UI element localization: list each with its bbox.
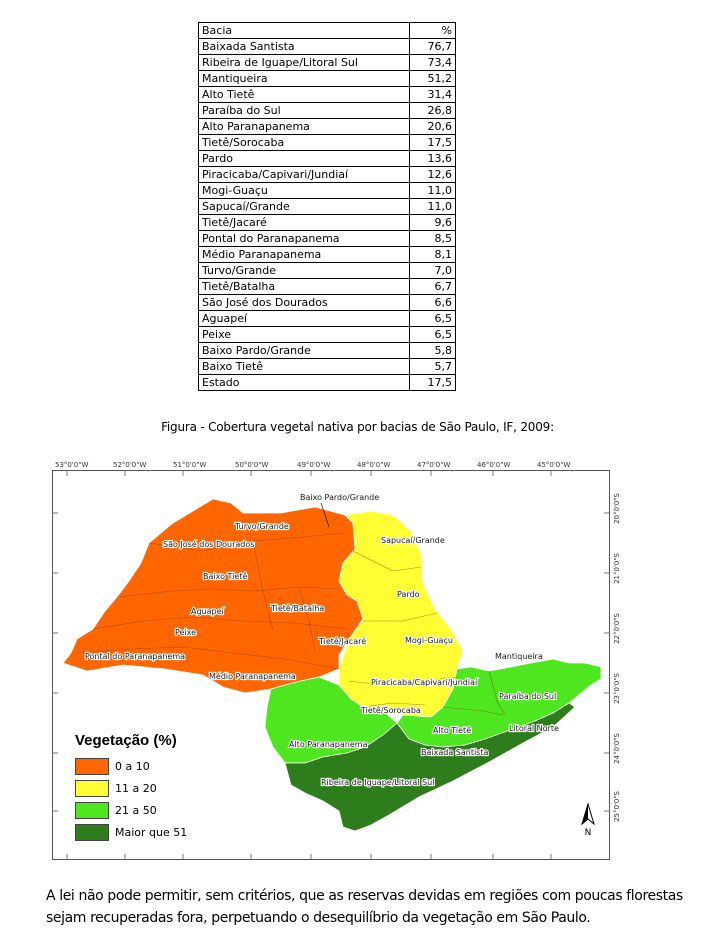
lon-label-45w: 45°0'0"W [537,461,571,469]
basin-percent: 11,0 [410,183,456,199]
table-row [199,327,456,343]
table-row [199,183,456,199]
basin-percent: 51,2 [410,71,456,87]
lon-label-52w: 52°0'0"W [113,461,147,469]
label-alto-paranapanema: Alto Paranapanema [289,740,368,749]
label-turvo-grande: Turvo/Grande [235,522,289,531]
lon-label-51w: 51°0'0"W [173,461,207,469]
table-header-row [199,23,456,39]
label-mogi-guacu: Mogi-Guaçu [405,636,453,645]
label-pardo: Pardo [397,590,420,599]
legend-item [75,777,205,799]
label-tiete-batalha: Tietê/Batalha [271,604,325,613]
legend-item [75,821,205,843]
lat-label-20s: 20°0'0"S [613,493,621,524]
basin-name: Aguapeí [199,311,410,327]
basin-percent: 6,7 [410,279,456,295]
north-label: N [584,828,592,836]
lon-label-46w: 46°0'0"W [477,461,511,469]
table-row [199,55,456,71]
label-alto-tiete: Alto Tietê [433,726,472,735]
basin-percent: 31,4 [410,87,456,103]
basin-percent: 76,7 [410,39,456,55]
basin-percent: 20,6 [410,119,456,135]
label-medio-paranapanema: Médio Paranapanema [209,672,296,681]
label-peixe: Peixe [175,628,197,637]
basin-percent: 6,5 [410,327,456,343]
label-tiete-sorocaba: Tietê/Sorocaba [361,706,421,715]
basin-name: Ribeira de Iguape/Litoral Sul [199,55,410,71]
lat-label-22s: 22°0'0"S [613,613,621,644]
label-mantiqueira: Mantiqueira [495,652,543,661]
basin-table-body [199,23,456,391]
basin-name: Tietê/Jacaré [199,215,410,231]
lon-label-50w: 50°0'0"W [235,461,269,469]
basin-percent: 73,4 [410,55,456,71]
table-row [199,167,456,183]
basin-name: Tietê/Sorocaba [199,135,410,151]
map-legend [75,732,205,843]
lat-label-21s: 21°0'0"S [613,553,621,584]
label-piracicaba: Piracicaba/Capivari/Jundiaí [371,678,478,687]
basin-percent: 9,6 [410,215,456,231]
table-row [199,199,456,215]
basin-percent: 7,0 [410,263,456,279]
table-row [199,359,456,375]
basin-percent: 6,6 [410,295,456,311]
table-row [199,279,456,295]
table-row [199,87,456,103]
label-pontal: Pontal do Paranapanema [85,652,186,661]
basin-percent: 6,5 [410,311,456,327]
basin-name: Baixada Santista [199,39,410,55]
basin-percent: 17,5 [410,135,456,151]
legend-swatch [75,824,109,841]
basin-name: São José dos Dourados [199,295,410,311]
label-sapucai-grande: Sapucaí/Grande [381,536,445,545]
table-row [199,343,456,359]
basin-name: Pontal do Paranapanema [199,231,410,247]
basin-name: Mogi-Guaçu [199,183,410,199]
basin-name: Baixo Tietê [199,359,410,375]
table-row [199,215,456,231]
basin-percent: 5,8 [410,343,456,359]
basin-percent: 26,8 [410,103,456,119]
north-arrow-icon [578,802,598,836]
table-row [199,247,456,263]
header-basin: Bacia [199,23,410,39]
legend-item [75,799,205,821]
basin-name: Piracicaba/Capivari/Jundiaí [199,167,410,183]
basin-name: Mantiqueira [199,71,410,87]
label-baixo-tiete: Baixo Tietê [203,572,248,581]
basin-name: Baixo Pardo/Grande [199,343,410,359]
legend-label: 0 a 10 [115,759,150,773]
legend-label: Maior que 51 [115,825,188,839]
basin-name: Peixe [199,327,410,343]
basin-name: Turvo/Grande [199,263,410,279]
lat-label-24s: 24°0'0"S [613,733,621,764]
basin-percent: 5,7 [410,359,456,375]
lon-label-49w: 49°0'0"W [297,461,331,469]
basin-name: Paraíba do Sul [199,103,410,119]
lon-label-48w: 48°0'0"W [357,461,391,469]
label-aguapei: Aguapeí [191,607,224,616]
table-row [199,375,456,391]
basin-name: Estado [199,375,410,391]
basin-name: Pardo [199,151,410,167]
table-row [199,103,456,119]
basin-percent: 8,5 [410,231,456,247]
basin-percent: 11,0 [410,199,456,215]
header-percent: % [410,23,456,39]
table-row [199,119,456,135]
legend-title: Vegetação (%) [75,732,177,749]
basin-percent: 13,6 [410,151,456,167]
lon-label-53w: 53°0'0"W [55,461,89,469]
basin-name: Sapucaí/Grande [199,199,410,215]
table-row [199,311,456,327]
basin-name: Tietê/Batalha [199,279,410,295]
label-litoral-norte: Litoral Norte [509,724,559,733]
label-paraiba-sul: Paraíba do Sul [499,692,557,701]
table-row [199,295,456,311]
table-row [199,135,456,151]
basin-name: Alto Paranapanema [199,119,410,135]
figure-caption: Figura - Cobertura vegetal nativa por bacias de São Paulo, IF, 2009: [161,420,554,434]
table-row [199,231,456,247]
legend-label: 21 a 50 [115,803,157,817]
lon-label-47w: 47°0'0"W [417,461,451,469]
legend-items [75,755,205,843]
basin-name: Médio Paranapanema [199,247,410,263]
label-tiete-jacare: Tietê/Jacaré [319,637,367,646]
table-row [199,151,456,167]
legend-swatch [75,802,109,819]
legend-item [75,755,205,777]
basin-percent: 12,6 [410,167,456,183]
table-row [199,263,456,279]
lat-label-25s: 25°0'0"S [613,791,621,822]
region-orange-west [63,499,363,693]
label-baixada-santista: Baixada Santista [421,748,489,757]
basin-percent: 8,1 [410,247,456,263]
basin-table [198,22,456,391]
lat-label-23s: 23°0'0"S [613,673,621,704]
table-row [199,71,456,87]
table-row [199,39,456,55]
legend-label: 11 a 20 [115,781,157,795]
label-ribeira: Ribeira de Iguape/Litoral Sul [321,778,435,787]
legend-swatch [75,780,109,797]
legend-swatch [75,758,109,775]
basin-name: Alto Tietê [199,87,410,103]
label-baixo-pardo-grande: Baixo Pardo/Grande [300,493,380,502]
bottom-paragraph: A lei não pode permitir, sem critérios, que as reservas devidas em regiões com poucas florestas sejam recuperadas fora, perpetuando o desequilíbrio da vegetação em São Paulo. [46,888,683,926]
label-sao-jose-dourados: São José dos Dourados [163,540,255,549]
basin-percent: 17,5 [410,375,456,391]
